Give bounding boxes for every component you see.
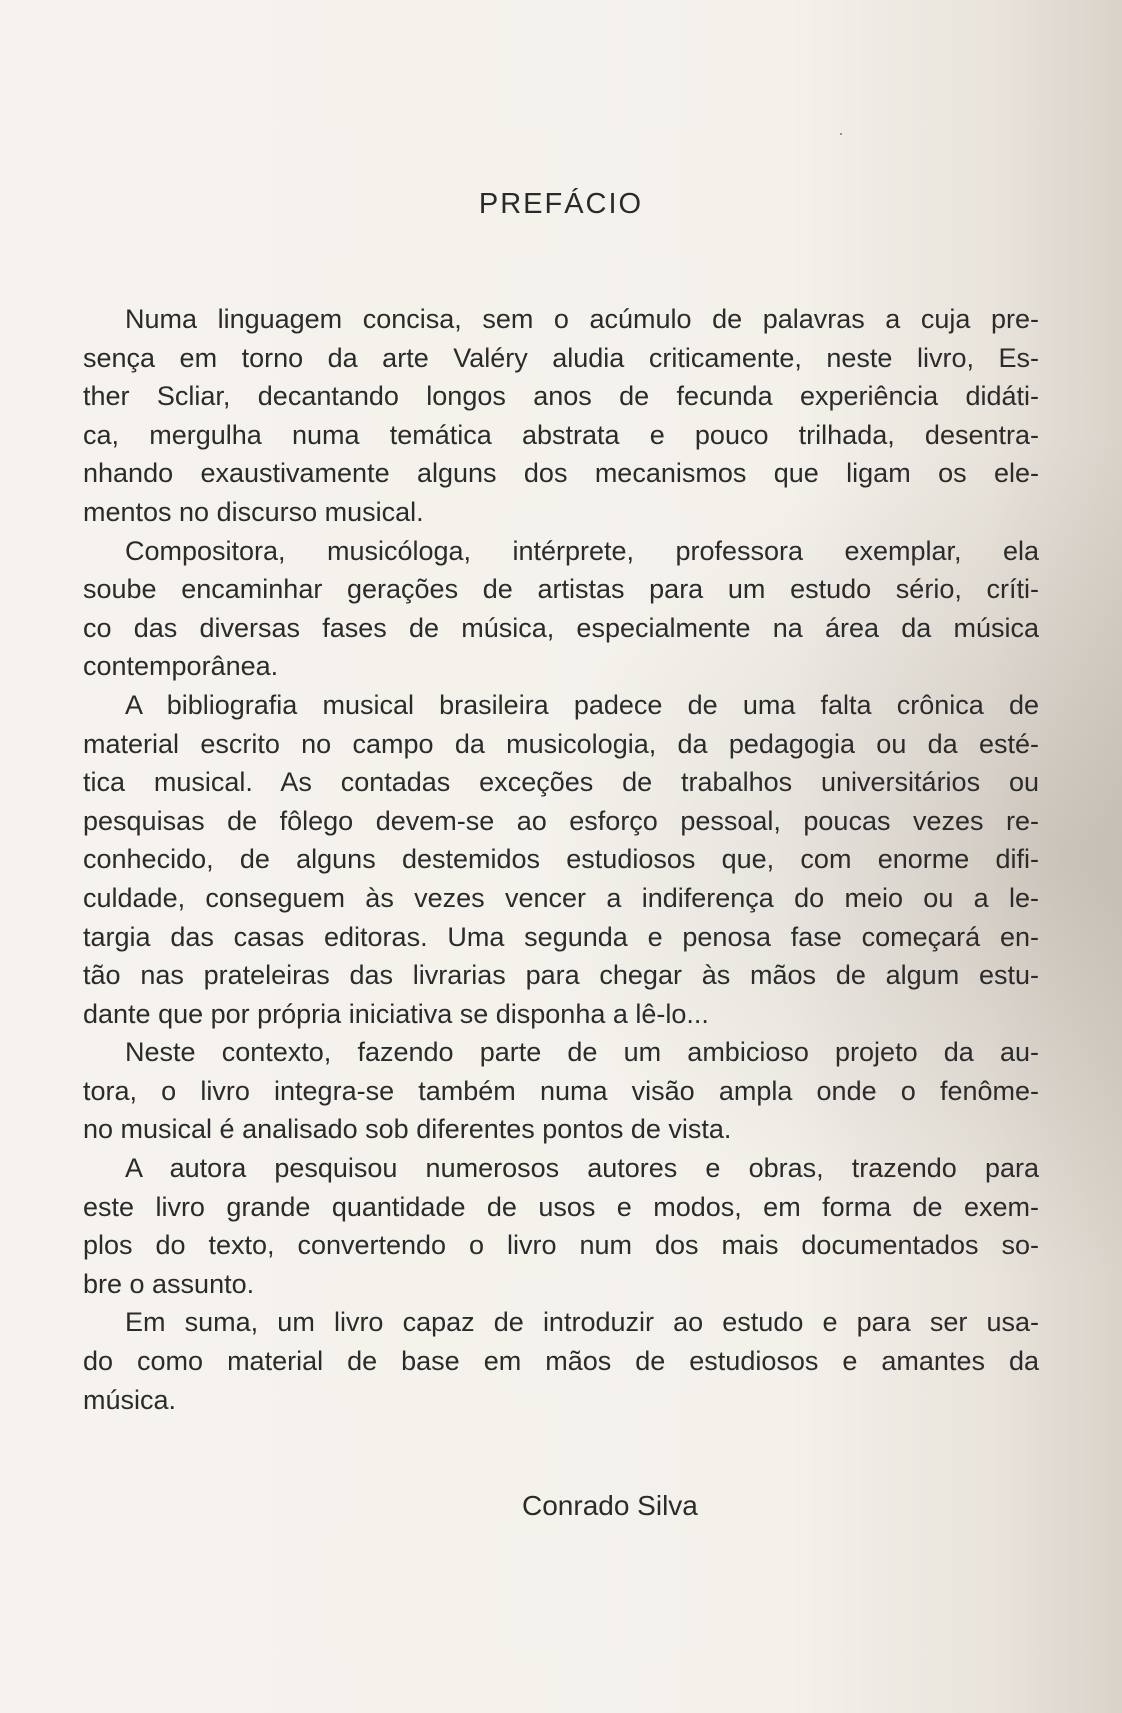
text-line: tica musical. As contadas exceções de trabalhos universitários ou [83, 767, 1039, 798]
text-line: Numa linguagem concisa, sem o acúmulo de palavras a cuja pre- [125, 304, 1039, 334]
text-line: conhecido, de alguns destemidos estudiosos que, com enorme difi- [83, 844, 1039, 875]
preface-body [83, 300, 1039, 1419]
text-line: plos do texto, convertendo o livro num dos mais documentados so- [83, 1230, 1039, 1261]
text-line: este livro grande quantidade de usos e modos, em forma de exem- [83, 1191, 1039, 1222]
text-line: bre o assunto. [83, 1268, 255, 1299]
text-line: soube encaminhar gerações de artistas para um estudo sério, críti- [83, 574, 1039, 605]
author-signature: Conrado Silva [522, 1490, 698, 1521]
text-line: sença em torno da arte Valéry aludia criticamente, neste livro, Es- [83, 342, 1039, 373]
text-line: Em suma, um livro capaz de introduzir ao estudo e para ser usa- [125, 1307, 1039, 1338]
text-line: Neste contexto, fazendo parte de um ambicioso projeto da au- [125, 1037, 1039, 1068]
text-line: nhando exaustivamente alguns dos mecanismos que ligam os ele- [83, 458, 1039, 489]
text-line: targia das casas editoras. Uma segunda e penosa fase começará en- [83, 921, 1039, 952]
text-line: tora, o livro integra-se também numa visão ampla onde o fenôme- [83, 1075, 1039, 1106]
text-line: A autora pesquisou numerosos autores e obras, trazendo para [125, 1153, 1039, 1184]
text-line: contemporânea. [83, 651, 279, 682]
text-line: ca, mergulha numa temática abstrata e pouco trilhada, desentra- [83, 419, 1039, 450]
text-line: culdade, conseguem às vezes vencer a indiferença do meio ou a le- [83, 882, 1039, 913]
text-line: ther Scliar, decantando longos anos de fecunda experiência didáti- [83, 381, 1039, 412]
text-line: mentos no discurso musical. [83, 496, 424, 527]
text-line: A bibliografia musical brasileira padece de uma falta crônica de [125, 689, 1039, 720]
text-line: dante que por própria iniciativa se disponha a lê-lo... [83, 998, 709, 1029]
text-line: pesquisas de fôlego devem-se ao esforço pessoal, poucas vezes re- [83, 805, 1039, 836]
text-line: no musical é analisado sob diferentes pontos de vista. [83, 1114, 732, 1145]
text-line: do como material de base em mãos de estudiosos e amantes da [83, 1346, 1039, 1377]
text-line: co das diversas fases de música, especialmente na área da música [83, 612, 1039, 643]
text-line: tão nas prateleiras das livrarias para chegar às mãos de algum estu- [83, 960, 1039, 991]
paper-speck [840, 133, 842, 135]
text-line: material escrito no campo da musicologia, da pedagogia ou da esté- [83, 728, 1039, 759]
page-title: PREFÁCIO [478, 188, 644, 220]
text-line: música. [83, 1384, 177, 1415]
text-line: Compositora, musicóloga, intérprete, professora exemplar, ela [125, 535, 1039, 566]
